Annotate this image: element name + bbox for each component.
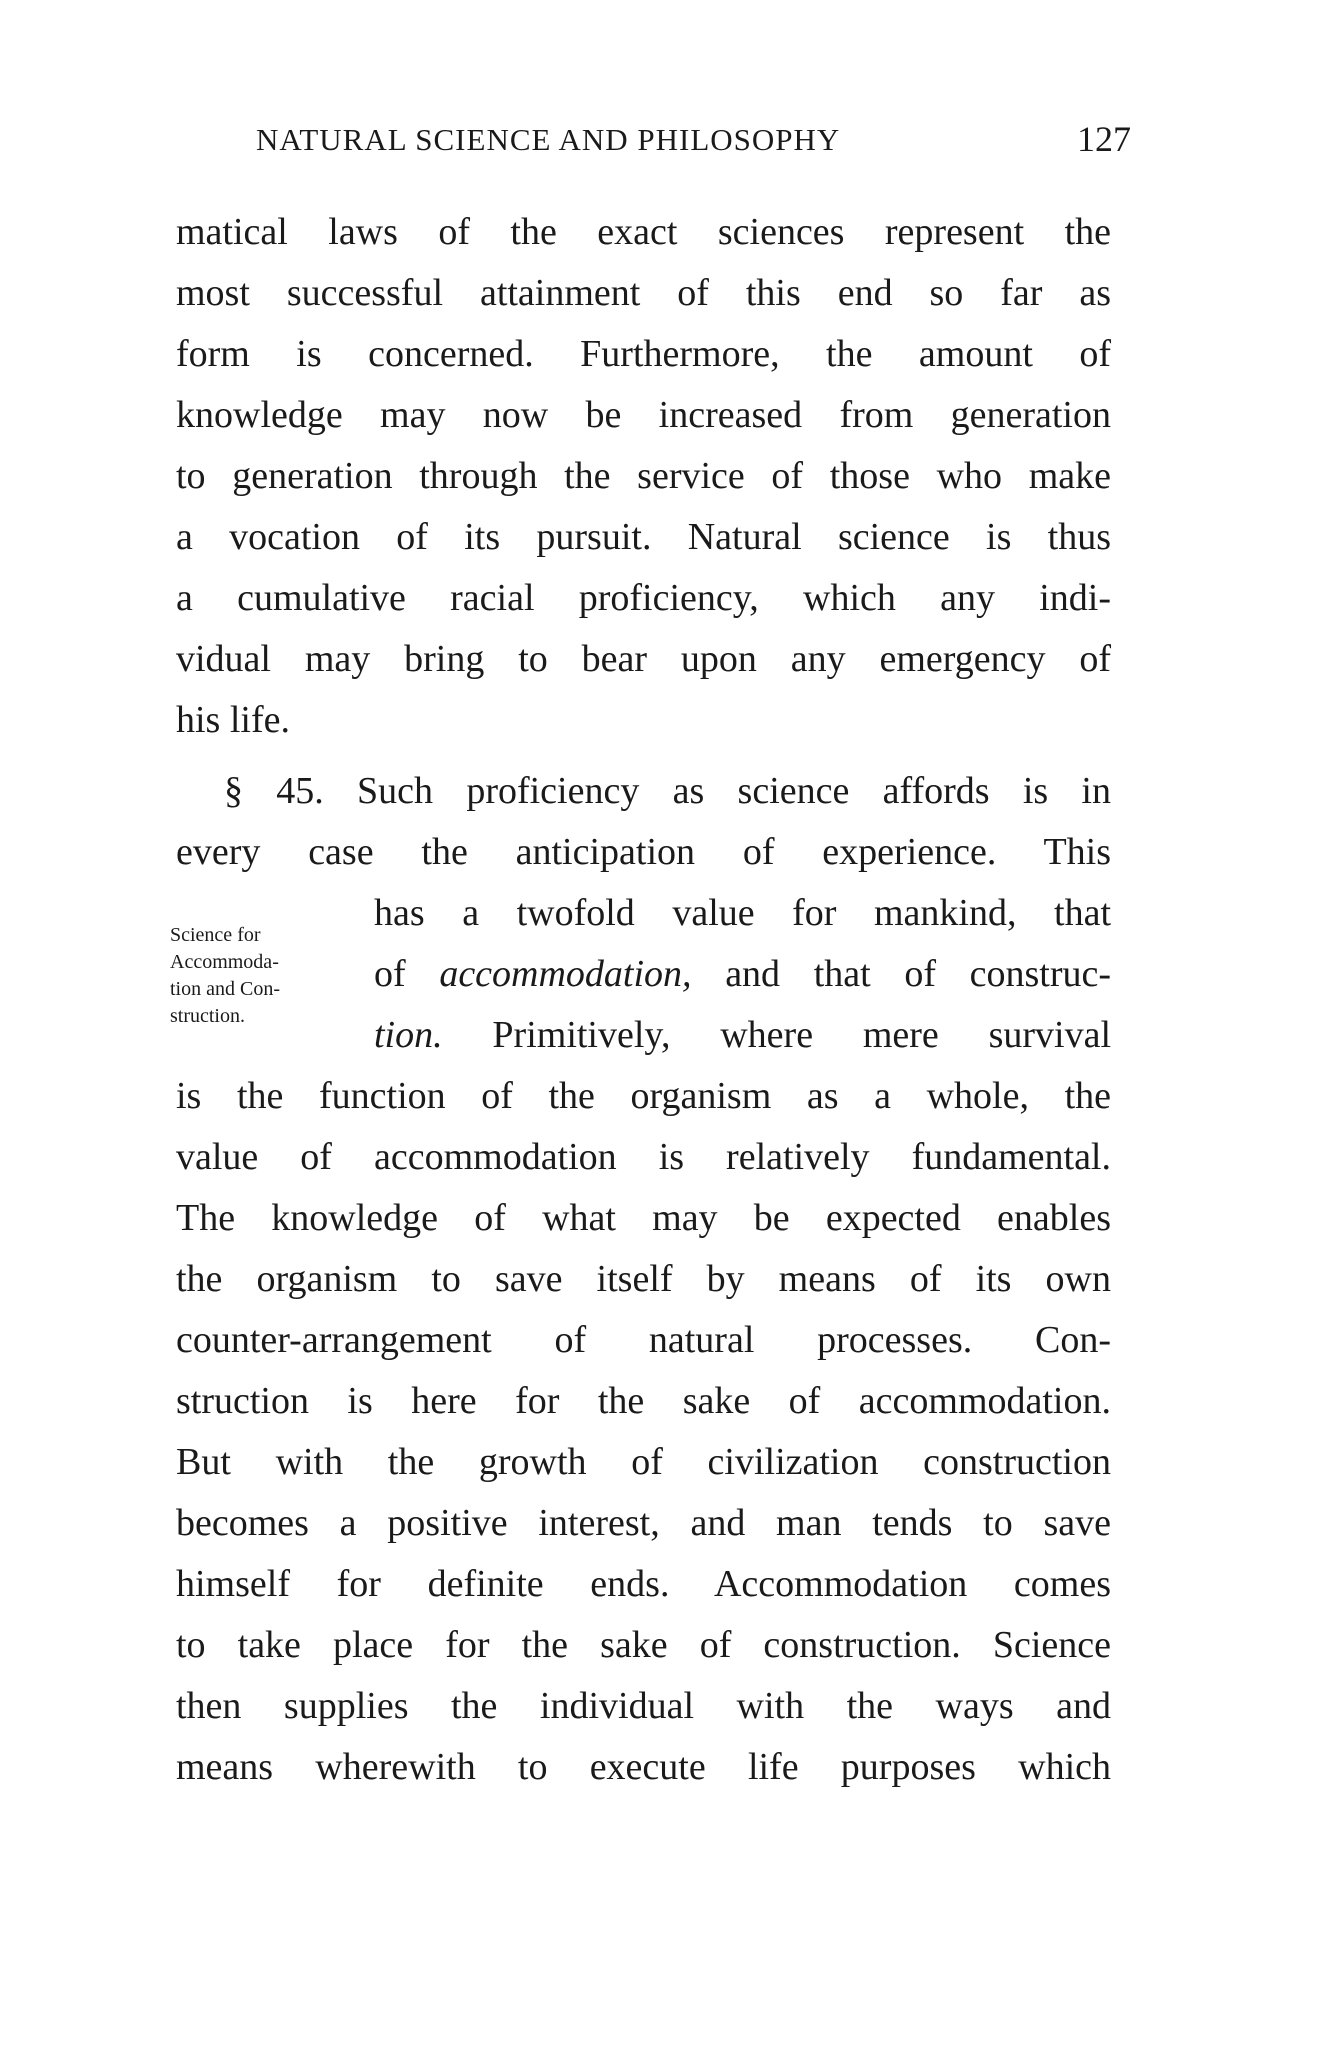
italic-term: accommodation, (439, 953, 692, 995)
running-title: NATURAL SCIENCE AND PHILOSOPHY (256, 122, 841, 157)
text-line: But with the growth of civilization construction (176, 1441, 1111, 1483)
text-line: value of accommodation is relatively fundamental. (176, 1136, 1111, 1178)
text-line: is the function of the organism as a whole, the (176, 1075, 1111, 1117)
text-line: a vocation of its pursuit. Natural science is thus (176, 516, 1111, 558)
page-number: 127 (1077, 119, 1131, 159)
text-line: to generation through the service of those who make (176, 455, 1111, 497)
text-line: his life. (176, 699, 290, 741)
text-line: matical laws of the exact sciences represent the (176, 211, 1111, 253)
text-line: a cumulative racial proficiency, which any indi- (176, 577, 1111, 619)
text-line-italic-tion: tion. Primitively, where mere survival (374, 1014, 1111, 1056)
margin-note (170, 922, 360, 1030)
text-line: the organism to save itself by means of its own (176, 1258, 1111, 1300)
text-line: vidual may bring to bear upon any emergency of (176, 638, 1111, 680)
text-line: to take place for the sake of construction. Science (176, 1624, 1111, 1666)
margin-note-line: Science for (170, 924, 261, 946)
text-line: most successful attainment of this end so far as (176, 272, 1111, 314)
margin-note-line: Accommoda- (170, 951, 279, 973)
text-line: every case the anticipation of experience. This (176, 831, 1111, 873)
text-line: knowledge may now be increased from generation (176, 394, 1111, 436)
text-line: struction is here for the sake of accommodation. (176, 1380, 1111, 1422)
text-line: means wherewith to execute life purposes which (176, 1746, 1111, 1788)
text-line: counter-arrangement of natural processes. Con- (176, 1319, 1111, 1361)
text-line-italic-accommodation: of accommodation, and that of construc- (374, 953, 1112, 995)
text-line: has a twofold value for mankind, that (374, 892, 1111, 934)
text-line: form is concerned. Furthermore, the amount of (176, 333, 1111, 375)
paragraph-start-line: § 45. Such proficiency as science affords is in (224, 770, 1111, 812)
running-head (256, 118, 1131, 166)
margin-note-line: struction. (170, 1005, 245, 1027)
margin-note-line: tion and Con- (170, 978, 280, 1000)
text-line: himself for definite ends. Accommodation comes (176, 1563, 1111, 1605)
text-line: then supplies the individual with the ways and (176, 1685, 1111, 1727)
text-line: The knowledge of what may be expected enables (176, 1197, 1111, 1239)
text-line: becomes a positive interest, and man tends to save (176, 1502, 1111, 1544)
italic-term: tion. (374, 1014, 443, 1056)
